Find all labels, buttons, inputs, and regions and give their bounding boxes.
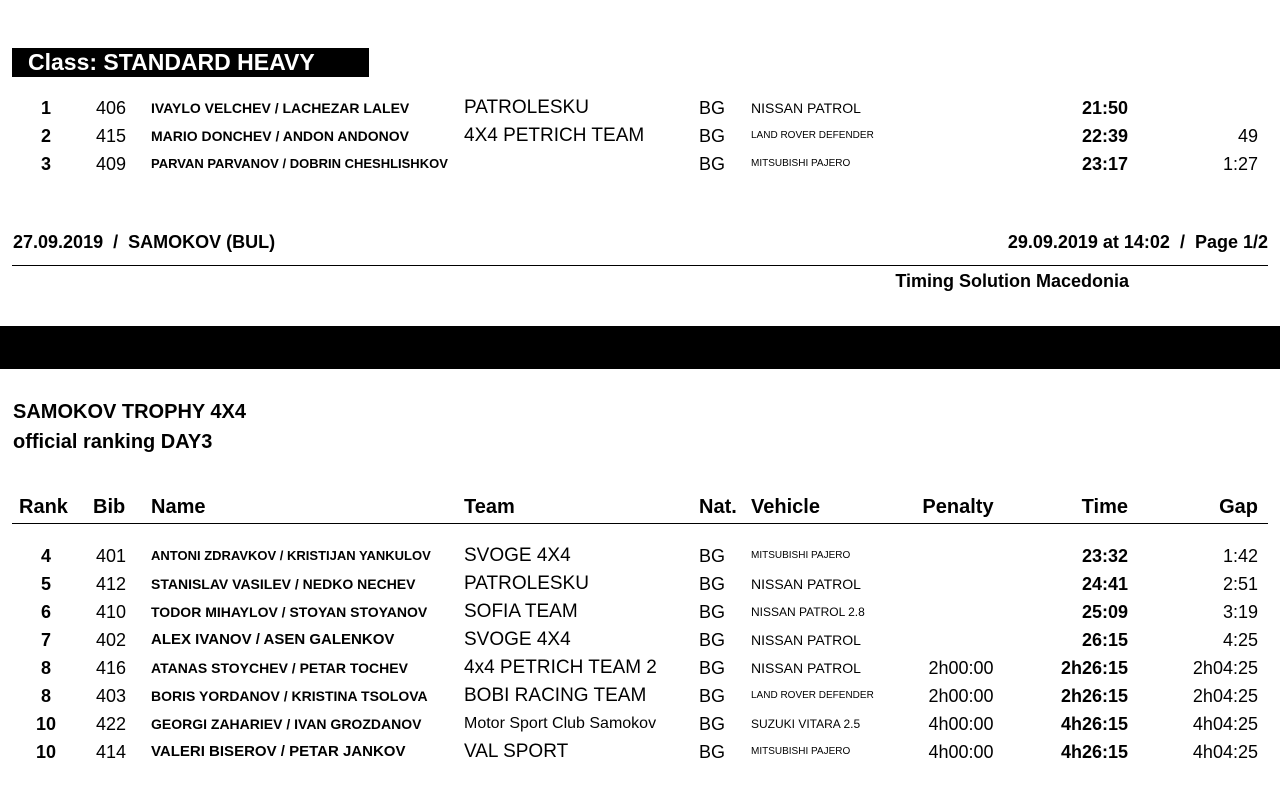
vehicle-cell: NISSAN PATROL [751,100,861,116]
bib-cell: 409 [95,154,127,174]
bib-cell: 403 [95,686,127,706]
gap-cell: 4h04:25 [1192,714,1258,734]
name-cell: MARIO DONCHEV / ANDON ANDONOV [151,128,409,144]
table-row [0,94,1280,122]
bib-cell: 410 [95,602,127,622]
time-cell: 26:15 [1081,630,1128,650]
time-cell: 23:32 [1081,546,1128,566]
time-cell: 25:09 [1081,602,1128,622]
table-row [0,598,1280,626]
vehicle-cell: MITSUBISHI PAJERO [751,158,851,169]
name-cell: ALEX IVANOV / ASEN GALENKOV [151,631,395,648]
table-row [0,626,1280,654]
header-team: Team [464,496,515,518]
rank-cell: 3 [40,154,51,174]
name-cell: PARVAN PARVANOV / DOBRIN CHESHLISHKOV [151,156,448,171]
nat-cell: BG [699,714,726,734]
nat-cell: BG [699,602,726,622]
rank-cell: 8 [40,658,51,678]
time-cell: 4h26:15 [1060,714,1128,734]
bib-cell: 406 [95,98,127,118]
nat-cell: BG [699,546,726,566]
rank-cell: 10 [35,714,57,734]
rank-cell: 4 [40,546,51,566]
event-title: SAMOKOV TROPHY 4X4 [13,401,247,423]
team-cell: BOBI RACING TEAM [464,685,647,706]
page-separator [0,326,1280,369]
nat-cell: BG [699,742,726,762]
name-cell: BORIS YORDANOV / KRISTINA TSOLOVA [151,688,428,704]
bib-cell: 401 [95,546,127,566]
gap-cell: 1:27 [1222,154,1258,174]
name-cell: ANTONI ZDRAVKOV / KRISTIJAN YANKULOV [151,548,431,563]
gap-cell: 4:25 [1222,630,1258,650]
gap-cell: 2h04:25 [1192,686,1258,706]
rank-cell: 2 [40,126,51,146]
time-cell: 21:50 [1081,98,1128,118]
nat-cell: BG [699,154,726,174]
ranking-title: official ranking DAY3 [13,431,213,453]
table-row [0,150,1280,178]
gap-cell: 1:42 [1222,546,1258,566]
bib-cell: 412 [95,574,127,594]
header-time: Time [1081,496,1128,518]
table-row [0,570,1280,598]
penalty-cell: 2h00:00 [928,686,994,706]
header-gap: Gap [1219,496,1258,518]
penalty-cell: 4h00:00 [928,742,994,762]
team-cell: SVOGE 4X4 [464,629,571,650]
time-cell: 2h26:15 [1060,686,1128,706]
gap-cell: 2h04:25 [1192,658,1258,678]
footer-date-location: 27.09.2019 / SAMOKOV (BUL) [13,232,276,252]
bib-cell: 415 [95,126,127,146]
name-cell: VALERI BISEROV / PETAR JANKOV [151,743,406,760]
footer-print-info: 29.09.2019 at 14:02 / Page 1/2 [1007,232,1268,252]
bib-cell: 414 [95,742,127,762]
header-bib: Bib [93,496,126,518]
time-cell: 22:39 [1081,126,1128,146]
team-cell: 4x4 PETRICH TEAM 2 [464,657,657,678]
timing-credit: Timing Solution Macedonia [895,271,1129,291]
gap-cell: 4h04:25 [1192,742,1258,762]
bib-cell: 402 [95,630,127,650]
footer-divider [12,265,1268,266]
team-cell: PATROLESKU [464,97,589,118]
rank-cell: 10 [35,742,57,762]
penalty-cell: 2h00:00 [928,658,994,678]
team-cell: VAL SPORT [464,741,569,762]
gap-cell: 49 [1237,126,1258,146]
penalty-cell: 4h00:00 [928,714,994,734]
vehicle-cell: MITSUBISHI PAJERO [751,550,851,561]
team-cell: PATROLESKU [464,573,589,594]
header-vehicle: Vehicle [751,496,820,518]
gap-cell: 2:51 [1222,574,1258,594]
time-cell: 24:41 [1081,574,1128,594]
rank-cell: 7 [40,630,51,650]
time-cell: 23:17 [1081,154,1128,174]
nat-cell: BG [699,630,726,650]
nat-cell: BG [699,574,726,594]
table-row [0,654,1280,682]
gap-cell: 3:19 [1222,602,1258,622]
name-cell: TODOR MIHAYLOV / STOYAN STOYANOV [151,604,428,620]
vehicle-cell: LAND ROVER DEFENDER [751,690,874,701]
team-cell: SOFIA TEAM [464,601,578,622]
team-cell: 4X4 PETRICH TEAM [464,125,645,146]
nat-cell: BG [699,126,726,146]
vehicle-cell: LAND ROVER DEFENDER [751,130,874,141]
time-cell: 2h26:15 [1060,658,1128,678]
bib-cell: 422 [95,714,127,734]
vehicle-cell: SUZUKI VITARA 2.5 [751,717,861,731]
table-row [0,542,1280,570]
nat-cell: BG [699,658,726,678]
vehicle-cell: NISSAN PATROL [751,576,861,592]
vehicle-cell: MITSUBISHI PAJERO [751,746,851,757]
rank-cell: 8 [40,686,51,706]
name-cell: ATANAS STOYCHEV / PETAR TOCHEV [151,660,408,676]
time-cell: 4h26:15 [1060,742,1128,762]
rank-cell: 1 [40,98,51,118]
table-row [0,738,1280,766]
team-cell: Motor Sport Club Samokov [464,715,657,732]
bib-cell: 416 [95,658,127,678]
rank-cell: 6 [40,602,51,622]
header-divider [12,523,1268,524]
name-cell: IVAYLO VELCHEV / LACHEZAR LALEV [151,100,410,116]
vehicle-cell: NISSAN PATROL [751,660,861,676]
header-rank: Rank [19,496,68,518]
nat-cell: BG [699,686,726,706]
header-nat: Nat. [699,496,737,518]
name-cell: STANISLAV VASILEV / NEDKO NECHEV [151,576,416,592]
class-title: Class: STANDARD HEAVY [12,48,369,77]
vehicle-cell: NISSAN PATROL [751,632,861,648]
header-name: Name [151,496,206,518]
table-row [0,710,1280,738]
table-row [0,682,1280,710]
name-cell: GEORGI ZAHARIEV / IVAN GROZDANOV [151,716,422,732]
table-row [0,122,1280,150]
rank-cell: 5 [40,574,51,594]
vehicle-cell: NISSAN PATROL 2.8 [751,605,865,619]
header-penalty: Penalty [922,496,994,518]
team-cell: SVOGE 4X4 [464,545,571,566]
nat-cell: BG [699,98,726,118]
